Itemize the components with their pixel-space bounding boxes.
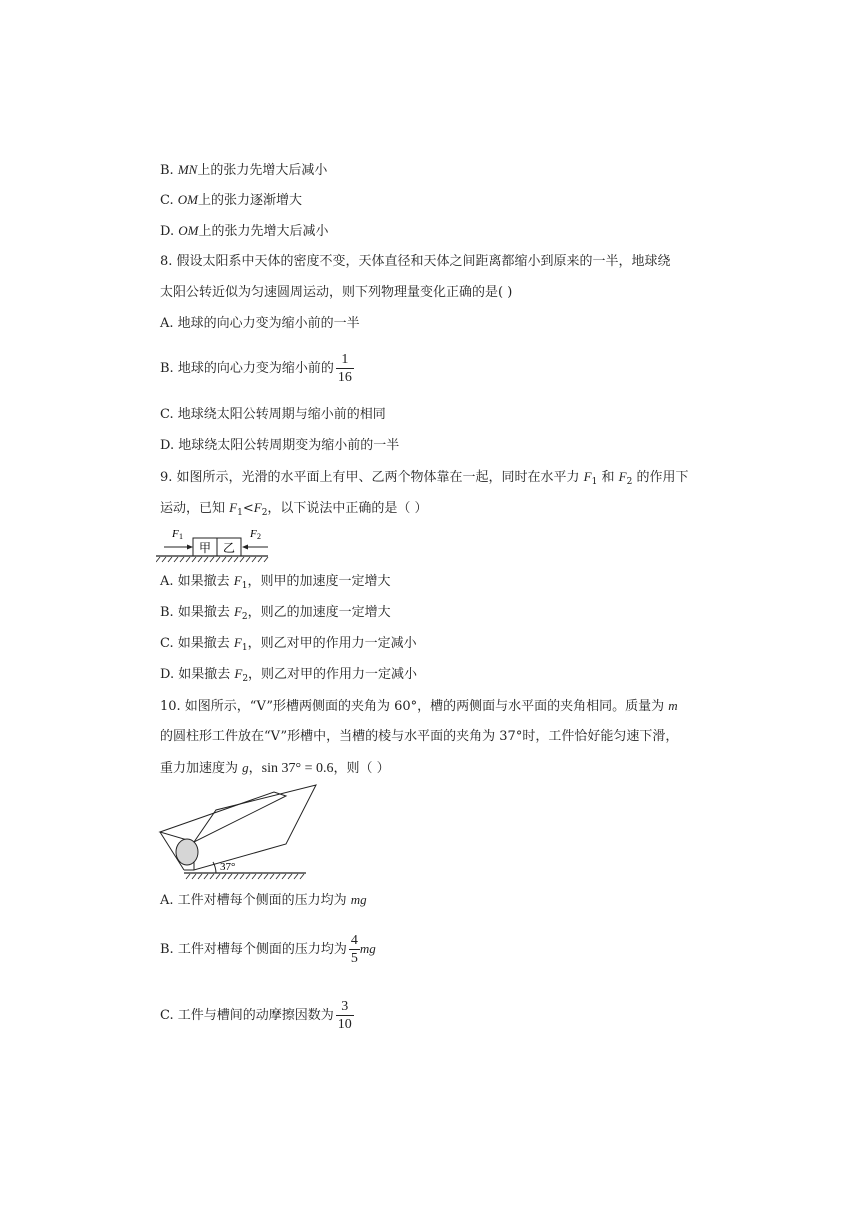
variable: OM: [178, 223, 199, 238]
q7-option-b: [160, 161, 327, 180]
q9-figure: [156, 524, 271, 564]
ground-hatching: [186, 874, 304, 879]
q8-option-c: C. 地球绕太阳公转周期与缩小前的相同: [160, 407, 386, 422]
stem-text: 9. 如图所示，光滑的水平面上有甲、乙两个物体靠在一起，同时在水平力: [160, 470, 584, 485]
option-label: B.: [160, 163, 178, 178]
stem-text: <: [242, 501, 254, 516]
option-text: A. 如果撤去: [160, 574, 234, 589]
q10-option-c: [160, 998, 354, 1033]
q8-stem-line2: 太阳公转近似为匀速圆周运动，则下列物理量变化正确的是( ): [160, 285, 513, 300]
subscript: 1: [241, 643, 248, 653]
q10-figure: [156, 782, 321, 882]
force-symbol: F: [253, 500, 262, 515]
option-text: ，则乙对甲的作用力一定减小: [247, 636, 417, 651]
option-text: C. 工件与槽间的动摩擦因数为: [160, 1008, 334, 1023]
option-label: D.: [160, 224, 179, 239]
cylinder-workpiece: [176, 839, 198, 865]
groove-left-face: [160, 792, 286, 842]
option-text: 上的张力先增大后减小: [197, 163, 328, 178]
q9-option-d: [160, 665, 417, 688]
variable: OM: [177, 192, 198, 207]
stem-text: 重力加速度为: [160, 761, 243, 776]
option-text: ，则乙对甲的作用力一定减小: [248, 667, 418, 682]
block-yi-label: 乙: [222, 541, 236, 555]
stem-text: 和: [597, 470, 619, 485]
option-text: B. 如果撤去: [160, 605, 234, 620]
subscript: 1: [591, 477, 598, 487]
block-jia-label: 甲: [198, 541, 212, 555]
subscript: 2: [242, 674, 249, 684]
subscript: 2: [261, 508, 268, 518]
math-expression: sin 37° = 0.6: [261, 761, 334, 776]
option-text: D. 如果撤去: [160, 667, 235, 682]
arrowhead-f1: [187, 545, 193, 550]
variable: mg: [350, 892, 367, 907]
force-symbol: F: [583, 469, 592, 484]
force-symbol: F: [233, 604, 242, 619]
force-symbol: F: [229, 500, 238, 515]
option-text: ，则乙的加速度一定增大: [247, 605, 391, 620]
option-text: ，则甲的加速度一定增大: [247, 574, 391, 589]
variable: m: [668, 698, 678, 713]
variable: g: [242, 760, 249, 775]
fraction: [336, 351, 354, 386]
denominator: 16: [337, 370, 352, 385]
force-symbol: F: [618, 469, 627, 484]
option-text: B. 地球的向心力变为缩小前的: [160, 361, 334, 376]
label-f2-sub: 2: [257, 532, 261, 541]
denominator: 10: [337, 1017, 352, 1032]
stem-text: 的作用下: [632, 470, 689, 485]
stem-text: ，则（ ）: [333, 761, 390, 776]
stem-text: ，: [248, 761, 262, 776]
stem-text: ，以下说法中正确的是（ ）: [267, 501, 428, 516]
ground-hatching: [156, 557, 268, 562]
q8-option-b: [160, 351, 354, 386]
option-text: B. 工件对槽每个侧面的压力均为: [160, 942, 347, 957]
subscript: 2: [626, 477, 633, 487]
numerator: 1: [336, 351, 354, 369]
option-text: A. 工件对槽每个侧面的压力均为: [160, 893, 351, 908]
force-symbol: F: [233, 635, 242, 650]
subscript: 1: [237, 508, 243, 518]
numerator: 4: [350, 933, 358, 948]
q9-option-c: [160, 634, 417, 657]
label-f1-sub: 1: [179, 532, 183, 541]
q9-stem-line2: [160, 499, 428, 522]
option-text: C. 如果撤去: [160, 636, 234, 651]
q10-option-a: [160, 891, 367, 910]
q9-option-a: [160, 572, 391, 595]
fraction: [349, 932, 360, 967]
q8-stem-line1: 8. 假设太阳系中天体的密度不变，天体直径和天体之间距离都缩小到原来的一半，地球绕: [160, 254, 671, 269]
arrowhead-f2: [242, 545, 248, 550]
force-symbol: F: [233, 573, 242, 588]
option-label: C.: [160, 193, 178, 208]
q8-option-a: A. 地球的向心力变为缩小前的一半: [160, 316, 360, 331]
q8-option-d: D. 地球绕太阳公转周期变为缩小前的一半: [160, 438, 400, 453]
q7-option-d: [160, 222, 328, 241]
subscript: 2: [241, 612, 248, 622]
q9-option-b: [160, 603, 391, 626]
q7-option-c: [160, 191, 302, 210]
option-text: 上的张力逐渐增大: [197, 193, 302, 208]
variable: mg: [359, 941, 376, 956]
force-symbol: F: [234, 666, 243, 681]
q9-stem-line1: [160, 468, 688, 491]
label-f2: F: [250, 528, 257, 540]
q10-stem-line2: 的圆柱形工件放在“V”形槽中，当槽的棱与水平面的夹角为 37°时，工件恰好能匀速下滑，: [160, 729, 679, 744]
groove-right-face: [194, 785, 316, 870]
numerator: 3: [336, 998, 354, 1016]
label-f1: F: [172, 528, 179, 540]
q10-stem-line3: [160, 759, 390, 778]
variable: MN: [177, 162, 198, 177]
option-text: 上的张力先增大后减小: [198, 224, 329, 239]
subscript: 1: [241, 581, 248, 591]
stem-text: 运动，已知: [160, 501, 230, 516]
q10-stem-line1: [160, 697, 678, 716]
fraction: [336, 998, 354, 1033]
q10-option-b: [160, 932, 376, 967]
stem-text: 10. 如图所示，“V”形槽两侧面的夹角为 60°，槽的两侧面与水平面的夹角相同。质量为: [160, 699, 669, 714]
denominator: 5: [350, 951, 358, 966]
angle-label: 37°: [220, 861, 236, 873]
